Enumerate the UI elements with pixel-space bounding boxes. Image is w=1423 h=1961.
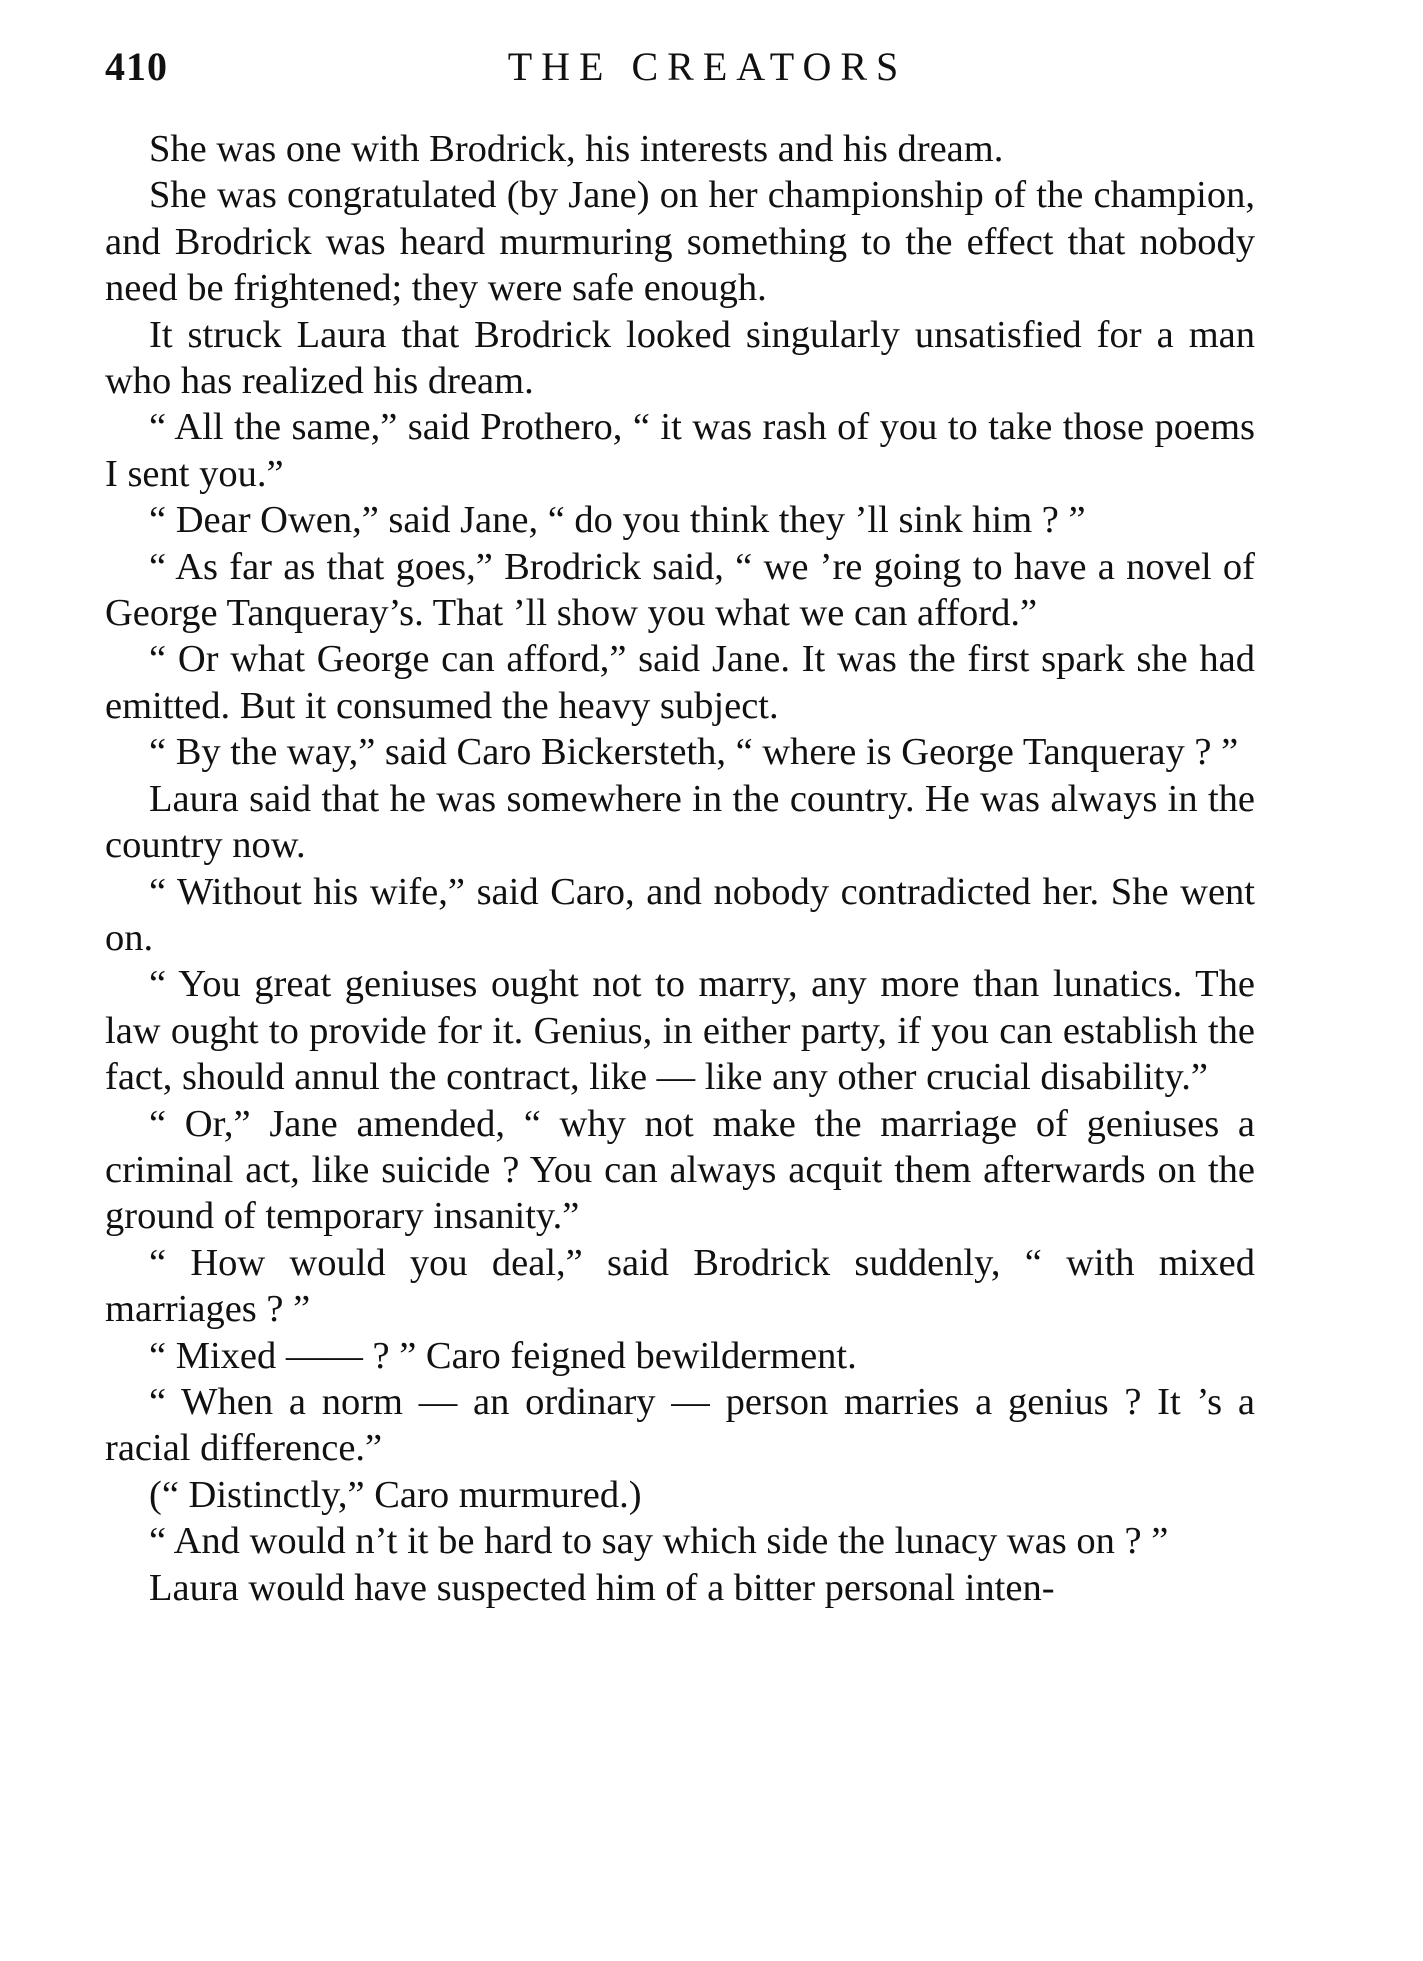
paragraph: She was one with Brodrick, his interests and his dream. [149,128,1004,170]
paragraph: Laura said that he was somewhere in the country. He was always in the country now. [105,777,1255,867]
paragraph: “ As far as that goes,” Brodrick said, “ we ’re going to have a novel of George Tanqueray’s. That ’ll show you what we can afford.” [105,545,1255,635]
paragraph: She was congratulated (by Jane) on her championship of the champion, and Brodrick was heard murmuring something to the effect that nobody need be frightened; they were safe enough. [105,174,1255,310]
page-header [105,42,1250,92]
paragraph: It struck Laura that Brodrick looked singularly unsatisfied for a man who has realized his dream. [105,313,1255,403]
paragraph: “ Without his wife,” said Caro, and nobody contradicted her. She went on. [105,870,1255,959]
paragraph: “ Dear Owen,” said Jane, “ do you think they ’ll sink him ? ” [149,499,1086,542]
page-number: 410 [105,44,168,89]
running-title: THE CREATORS [507,44,908,89]
paragraph: Laura would have suspected him of a bitter personal inten- [149,1566,1055,1609]
paragraph: “ How would you deal,” said Brodrick suddenly, “ with mixed marriages ? ” [105,1241,1255,1331]
paragraph: “ And would n’t it be hard to say which side the lunacy was on ? ” [149,1520,1169,1563]
paragraph: “ Or,” Jane amended, “ why not make the marriage of geniuses a criminal act, like suicide ? You can always acquit them afterwards on the ground of temporary insanity.” [105,1102,1255,1238]
paragraph: “ Or what George can afford,” said Jane. It was the first spark she had emitted. But it consumed the heavy subject. [105,638,1255,727]
paragraph: (“ Distinctly,” Caro murmured.) [149,1473,642,1516]
body-text [105,126,1255,1611]
paragraph: “ You great geniuses ought not to marry, any more than lunatics. The law ought to provide for it. Genius, in either party, if you can establish the fact, should annul the contract, like — like any other crucial disability.” [105,963,1255,1099]
paragraph: “ By the way,” said Caro Bickersteth, “ where is George Tanqueray ? ” [149,731,1239,774]
paragraph: “ When a norm — an ordinary — person marries a genius ? It ’s a racial difference.” [105,1380,1255,1470]
paragraph: “ Mixed —— ? ” Caro feigned bewilderment. [149,1334,857,1377]
paragraph: “ All the same,” said Prothero, “ it was rash of you to take those poems I sent you.” [105,406,1255,495]
